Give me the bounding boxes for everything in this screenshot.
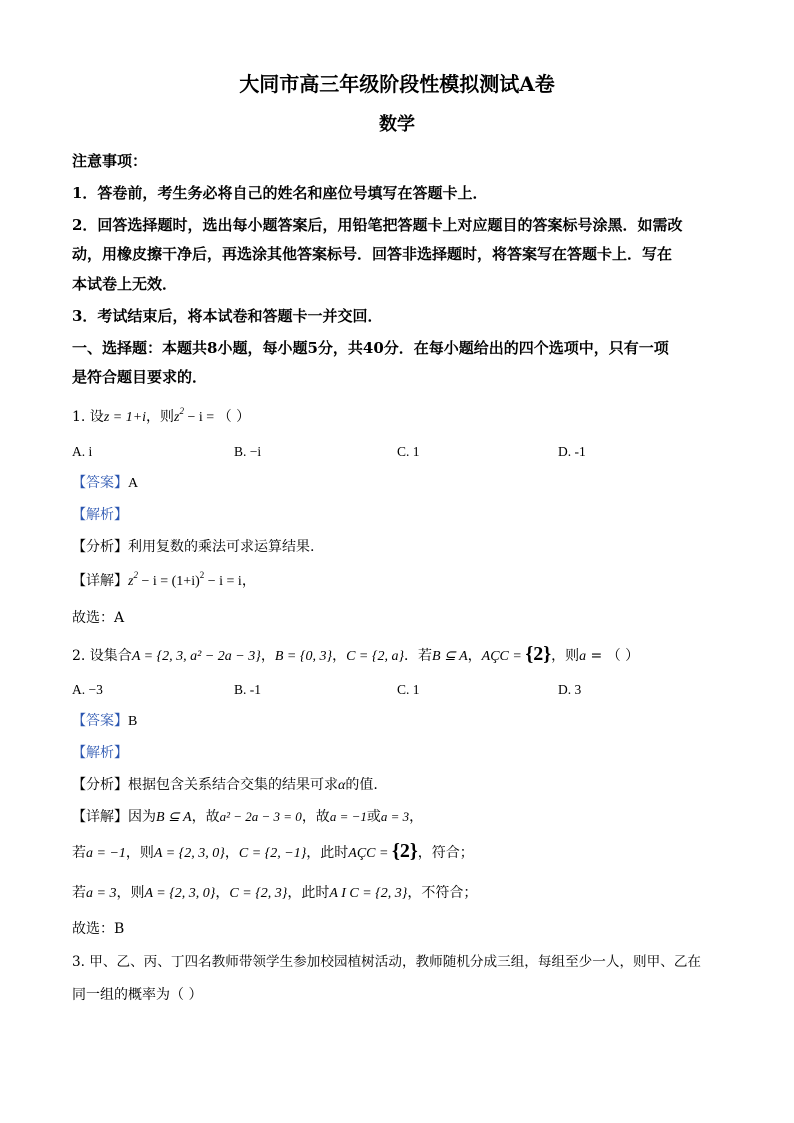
case-1-then: ，则 (125, 845, 154, 861)
case-2-set-c: C = {2, 3} (229, 886, 288, 901)
fenxi-pre: 根据包含关系结合交集的结果可求 (128, 777, 338, 793)
notice-item-2-line-1: 2．回答选择题时，选出每小题答案后，用铅笔把答题卡上对应题目的答案标号涂黑．如需改 (72, 216, 683, 234)
case-1-set-c: C = {2, −1} (238, 846, 307, 861)
fenxi-tag: 【分析】 (72, 777, 128, 793)
question-1-mid: ，则 (146, 409, 175, 425)
case-2-set-a: A = {2, 3, 0} (144, 886, 216, 901)
detail-end: ， (409, 809, 424, 825)
question-2-ask-eq: = （ ） (586, 648, 640, 664)
question-2-option-d: D. 3 (558, 682, 582, 697)
question-2-prefix: 2. 设集合 (72, 648, 132, 664)
case-2-end: ，不符合； (407, 885, 478, 901)
question-2-option-b: B. -1 (234, 682, 261, 697)
section-heading-line-2: 是符合题目要求的． (72, 368, 208, 386)
question-1-fenxi (72, 538, 314, 556)
detail-mid-2: ，故 (301, 809, 330, 825)
notice-heading: 注意事项： (72, 152, 148, 170)
question-1-given: z = 1+i (103, 410, 147, 425)
detail-tag: 【详解】 (72, 573, 128, 589)
question-2-fenxi (72, 776, 378, 795)
page-title: 大同市高三年级阶段性模拟测试A卷 (239, 72, 555, 96)
detail-sub: B ⊆ A (156, 810, 192, 825)
fenxi-tag: 【分析】 (72, 539, 128, 555)
question-2-sep-2: ， (332, 648, 347, 664)
question-2-set-b: B = {0, 3} (274, 649, 333, 664)
detail-pre: 因为 (128, 809, 156, 825)
question-1-prefix: 1. 设 (72, 409, 104, 425)
question-2-detail (72, 808, 423, 827)
answer-value: B (128, 714, 138, 729)
question-1-option-a: A. i (72, 444, 93, 459)
question-2-sep-1: ， (260, 648, 275, 664)
question-1-expr-sup: 2 (179, 406, 184, 416)
detail-tag: 【详解】 (72, 809, 128, 825)
detail-or: 或 (366, 809, 381, 825)
question-1-option-b: B. −i (234, 444, 262, 459)
question-1-conclusion: 故选：A (72, 610, 125, 626)
detail-sup-2: 2 (199, 570, 205, 580)
case-2-then: ，则 (116, 885, 145, 901)
case-1-pre: 若 (72, 845, 86, 861)
notice-item-2-line-3: 本试卷上无效． (72, 275, 178, 293)
answer-tag: 【答案】 (72, 713, 128, 729)
question-2-stem (72, 645, 639, 666)
question-2-answer (72, 712, 137, 731)
question-2-conclusion: 故选：B (72, 921, 125, 937)
detail-root-1: a = −1 (329, 809, 367, 824)
question-2-ask: ，则 (551, 648, 580, 664)
detail-eq: a² − 2a − 3 = 0 (219, 809, 302, 824)
fenxi-post: 的值. (345, 777, 378, 793)
case-2-inter: A I C = {2, 3} (329, 886, 408, 901)
answer-value: A (128, 476, 139, 491)
question-2-cond-inter: AÇC = (481, 649, 526, 664)
question-2-case-2 (72, 884, 477, 903)
question-2-analysis-tag: 【解析】 (72, 745, 128, 761)
answer-tag: 【答案】 (72, 475, 128, 491)
question-2-option-c: C. 1 (397, 682, 420, 697)
section-heading-line-1: 一、选择题：本题共8小题，每小题5分，共40分．在每小题给出的四个选项中，只有一项 (72, 339, 669, 357)
question-2-set-a: A = {2, 3, a² − 2a − 3} (131, 649, 261, 664)
question-2-cond-sub: B ⊆ A (432, 649, 468, 664)
question-3-line-2: 同一组的概率为（ ） (72, 987, 203, 1003)
notice-item-2-line-2: 动，用橡皮擦干净后，再选涂其他答案标号．回答非选择题时，将答案写在答题卡上．写在 (72, 245, 673, 263)
question-2-ask-var: a (579, 649, 587, 664)
question-1-expr-rest: − i = (184, 410, 218, 425)
case-1-inter: AÇC = (348, 846, 392, 861)
detail-root-2: a = 3 (380, 809, 410, 824)
fenxi-var: α (338, 778, 346, 793)
case-1-end: ，符合； (417, 845, 474, 861)
question-3-line-1: 3. 甲、乙、丙、丁四名教师带领学生参加校园植树活动，教师随机分成三组，每组至少一人，则甲、乙在 (72, 954, 702, 970)
notice-item-1: 1．答卷前，考生务必将自己的姓名和座位号填写在答题卡上． (72, 184, 488, 202)
question-1-detail (72, 572, 256, 591)
detail-sup-1: 2 (133, 570, 138, 580)
question-2-cond-pre: ．若 (404, 648, 433, 664)
subject-title: 数学 (379, 114, 415, 135)
question-2-case-1 (72, 842, 474, 863)
fenxi-text: 利用复数的乘法可求运算结果. (128, 539, 315, 555)
case-1-set-a: A = {2, 3, 0} (153, 846, 225, 861)
question-1-option-d: D. -1 (558, 444, 586, 459)
question-1-option-c: C. 1 (397, 444, 420, 459)
case-1-a: a = −1 (86, 846, 126, 861)
notice-item-3: 3．考试结束后，将本试卷和答题卡一并交回． (72, 307, 383, 325)
question-2-sep-3: ， (467, 648, 482, 664)
case-2-a: a = 3 (86, 886, 117, 901)
case-1-sep: ， (224, 845, 239, 861)
question-1-expr-z: z (174, 410, 180, 425)
detail-z: z (128, 574, 134, 589)
detail-mid: − i = (1+i) (137, 574, 200, 589)
question-1-analysis-tag: 【解析】 (72, 507, 128, 523)
question-1-stem (72, 408, 250, 427)
case-2-sep: ， (215, 885, 230, 901)
case-2-now: ，此时 (287, 885, 330, 901)
detail-comma: ， (241, 573, 256, 589)
question-2-set-c: C = {2, a} (346, 649, 405, 664)
question-1-answer (72, 474, 138, 493)
detail-end: − i = i (204, 574, 242, 589)
detail-mid: ，故 (191, 809, 220, 825)
question-2-option-a: A. −3 (72, 682, 103, 697)
case-1-brace: {2} (391, 840, 418, 862)
case-2-pre: 若 (72, 885, 86, 901)
question-1-paren: （ ） (217, 409, 251, 425)
case-1-now: ，此时 (306, 845, 349, 861)
question-2-cond-brace: {2} (525, 643, 552, 665)
